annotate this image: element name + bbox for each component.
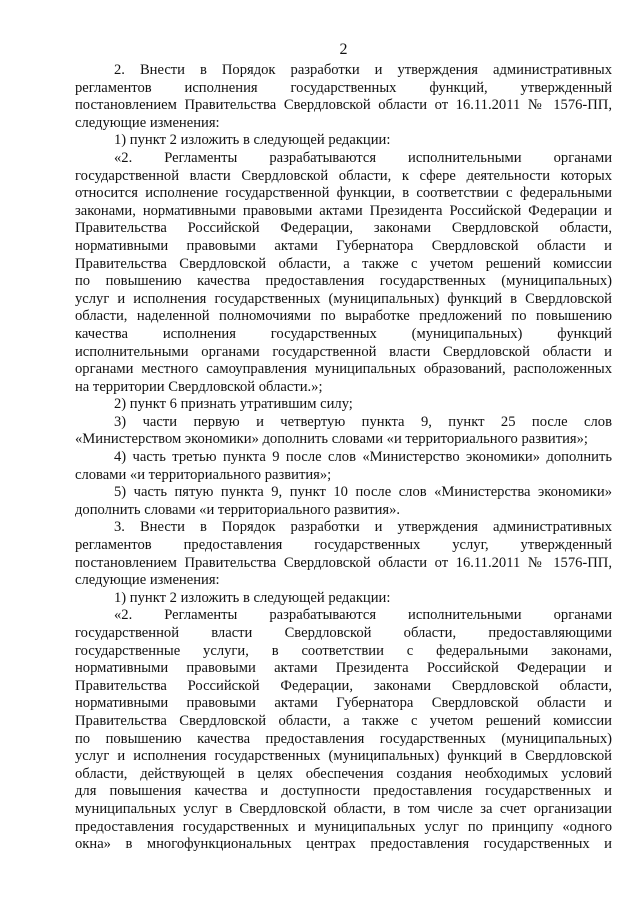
- text-line: государственной власти Свердловской области, предоставляющими: [75, 625, 612, 641]
- text-line: «2. Регламенты разрабатываются исполнительными органами: [114, 149, 612, 166]
- text-line: Правительства Свердловской области, а также с учетом решений комиссии: [75, 712, 612, 729]
- paragraph: [75, 449, 612, 484]
- text-line: для повышения качества и доступности предоставления государственных и: [75, 783, 612, 800]
- text-line: 3) части первую и четвертую пункта 9, пункт 25 после слов: [114, 413, 612, 430]
- text-line: законами, нормативными правовыми актами Президента Российской Федерации и: [75, 202, 612, 219]
- text-line: услуг и исполнения государственных (муниципальных) функций в Свердловской: [75, 290, 612, 307]
- paragraph: [75, 607, 612, 853]
- text-line: 2. Внести в Порядок разработки и утверждения административных: [114, 62, 612, 78]
- document-body: [75, 62, 612, 854]
- text-line: «2. Регламенты разрабатываются исполнительными органами: [114, 607, 612, 624]
- text-line: муниципальных услуг в Свердловской области, в том числе за счет организации: [75, 800, 612, 817]
- paragraph: [75, 519, 612, 589]
- document-page: [75, 40, 612, 854]
- text-line: 1) пункт 2 изложить в следующей редакции:: [114, 589, 391, 606]
- paragraph: [75, 132, 612, 150]
- text-line: по повышению качества предоставления государственных (муниципальных): [75, 730, 612, 747]
- text-line: регламентов предоставления государственных услуг, утвержденный: [75, 537, 612, 554]
- text-line: государственные услуги, в соответствии с федеральными законами,: [75, 642, 612, 659]
- text-line: по повышению качества предоставления государственных (муниципальных): [75, 273, 612, 290]
- text-line: «Министерством экономики» дополнить словами «и территориального развития»;: [75, 431, 588, 448]
- text-line: области, наделенной полномочиями по выработке предложений по повышению: [75, 308, 612, 325]
- paragraph: [75, 396, 612, 414]
- text-line: нормативными правовыми актами Президента Российской Федерации и: [75, 660, 612, 677]
- text-line: словами «и территориального развития»;: [75, 466, 332, 483]
- paragraph: [75, 62, 612, 132]
- text-line: относится исполнение государственной функции, в соответствии с федеральными: [75, 185, 612, 202]
- text-line: нормативными правовыми актами Губернатора Свердловской области и: [75, 695, 612, 712]
- paragraph: [75, 590, 612, 608]
- text-line: нормативными правовыми актами Губернатора Свердловской области и: [75, 237, 612, 254]
- text-line: Правительства Российской Федерации, законами Свердловской области,: [75, 677, 612, 694]
- text-line: исполнительными органами государственной власти Свердловской области и: [75, 343, 612, 360]
- text-line: государственной власти Свердловской области, к сфере деятельности которых: [75, 167, 612, 184]
- paragraph: [75, 484, 612, 519]
- text-line: Правительства Российской Федерации, законами Свердловской области,: [75, 220, 612, 237]
- text-line: на территории Свердловской области.»;: [75, 378, 323, 395]
- text-line: окна» в многофункциональных центрах предоставления государственных и: [75, 836, 612, 853]
- text-line: качества исполнения государственных (муниципальных) функций: [75, 325, 612, 342]
- text-line: 2) пункт 6 признать утратившим силу;: [114, 396, 353, 413]
- text-line: 3. Внести в Порядок разработки и утверждения административных: [114, 519, 612, 536]
- text-line: постановлением Правительства Свердловской области от 16.11.2011 № 1576-ПП,: [75, 554, 612, 571]
- text-line: дополнить словами «и территориального развития».: [75, 501, 401, 518]
- text-line: услуг и исполнения государственных (муниципальных) функций в Свердловской: [75, 748, 612, 765]
- text-line: предоставления государственных и муниципальных услуг по принципу «одного: [75, 818, 612, 835]
- text-line: Правительства Свердловской области, а также с учетом решений комиссии: [75, 255, 612, 272]
- text-line: постановлением Правительства Свердловской области от 16.11.2011 № 1576-ПП,: [75, 97, 612, 114]
- text-line: следующие изменения:: [75, 572, 220, 589]
- page-number: 2: [339, 41, 348, 58]
- text-line: регламентов исполнения государственных функций, утвержденный: [75, 79, 612, 96]
- text-line: органами местного самоуправления муниципальных образований, расположенных: [75, 361, 612, 378]
- paragraph: [75, 150, 612, 396]
- text-line: области, действующей в целях обеспечения создания необходимых условий: [75, 765, 612, 782]
- text-line: 5) часть пятую пункта 9, пункт 10 после слов «Министерства экономики»: [114, 484, 612, 501]
- paragraph: [75, 414, 612, 449]
- text-line: 1) пункт 2 изложить в следующей редакции:: [114, 132, 391, 149]
- text-line: следующие изменения:: [75, 114, 220, 131]
- text-line: 4) часть третью пункта 9 после слов «Министерство экономики» дополнить: [114, 449, 612, 466]
